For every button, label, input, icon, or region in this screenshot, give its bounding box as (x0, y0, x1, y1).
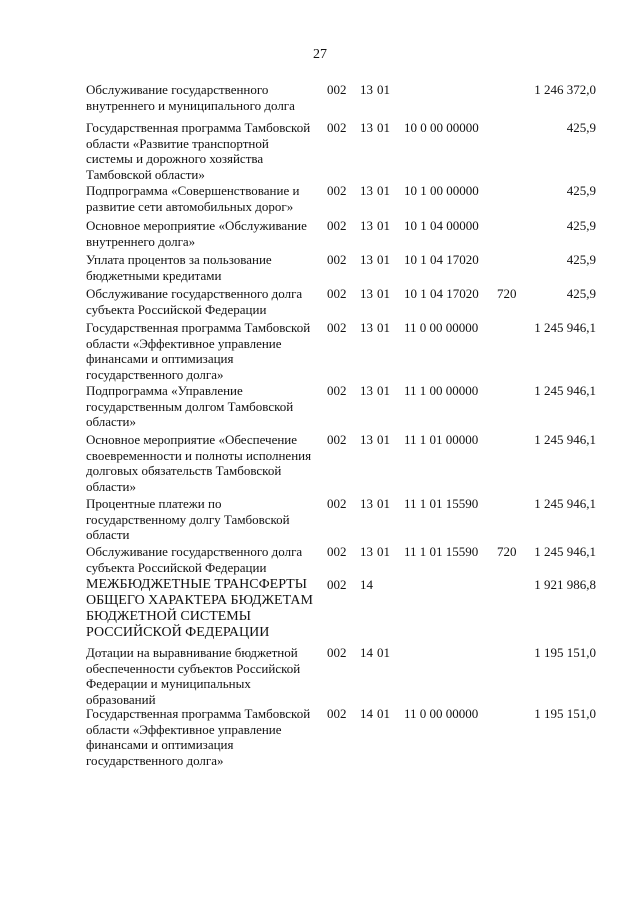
ministry-code: 002 (327, 252, 347, 267)
section-code: 14 (360, 577, 373, 592)
ministry-code: 002 (327, 544, 347, 559)
amount: 1 245 946,1 (534, 544, 596, 559)
target-article-code: 11 1 01 00000 (404, 432, 479, 447)
target-article-code: 11 0 00 00000 (404, 320, 479, 335)
row-name: МЕЖБЮДЖЕТНЫЕ ТРАНСФЕРТЫ ОБЩЕГО ХАРАКТЕРА БЮДЖЕТАМ БЮДЖЕТНОЙ СИСТЕМЫ РОССИЙСКОЙ ФЕДЕРАЦИИ (86, 577, 313, 640)
row-name: Государственная программа Тамбовской области «Эффективное управление финансами и оптимизация государственного долга» (86, 320, 311, 382)
ministry-code: 002 (327, 82, 347, 97)
row-name: Подпрограмма «Управление государственным долгом Тамбовской области» (86, 383, 294, 429)
ministry-code: 002 (327, 218, 347, 233)
ministry-code: 002 (327, 320, 347, 335)
subsection-code: 01 (377, 252, 390, 267)
amount: 1 195 151,0 (534, 706, 596, 721)
section-code: 13 (360, 496, 373, 511)
expense-type-code: 720 (497, 286, 517, 301)
amount: 1 245 946,1 (534, 496, 596, 511)
row-name: Процентные платежи по государственному долгу Тамбовской области (86, 496, 290, 542)
section-code: 13 (360, 544, 373, 559)
section-code: 13 (360, 218, 373, 233)
row-name: Подпрограмма «Совершенствование и развитие сети автомобильных дорог» (86, 183, 300, 214)
ministry-code: 002 (327, 120, 347, 135)
subsection-code: 01 (377, 286, 390, 301)
target-article-code: 11 0 00 00000 (404, 706, 479, 721)
ministry-code: 002 (327, 496, 347, 511)
ministry-code: 002 (327, 577, 347, 592)
expense-type-code: 720 (497, 544, 517, 559)
amount: 1 246 372,0 (534, 82, 596, 97)
target-article-code: 10 1 00 00000 (404, 183, 479, 198)
ministry-code: 002 (327, 383, 347, 398)
amount: 1 245 946,1 (534, 383, 596, 398)
row-name: Основное мероприятие «Обеспечение своевременности и полноты исполнения долговых обязательств Тамбовской области» (86, 432, 312, 494)
subsection-code: 01 (377, 183, 390, 198)
amount: 425,9 (566, 286, 596, 301)
section-code: 13 (360, 383, 373, 398)
amount: 1 245 946,1 (534, 432, 596, 447)
row-name: Государственная программа Тамбовской области «Эффективное управление финансами и оптимизация государственного долга» (86, 706, 311, 768)
subsection-code: 01 (377, 218, 390, 233)
amount: 1 245 946,1 (534, 320, 596, 335)
amount: 425,9 (566, 183, 596, 198)
subsection-code: 01 (377, 496, 390, 511)
subsection-code: 01 (377, 432, 390, 447)
subsection-code: 01 (377, 645, 390, 660)
row-name: Обслуживание государственного долга субъекта Российской Федерации (86, 286, 303, 317)
row-name: Обслуживание государственного внутреннего и муниципального долга (86, 82, 295, 113)
row-name: Государственная программа Тамбовской области «Развитие транспортной системы и дорожного хозяйства Тамбовской области» (86, 120, 311, 182)
section-code: 13 (360, 286, 373, 301)
subsection-code: 01 (377, 82, 390, 97)
amount: 425,9 (566, 252, 596, 267)
section-code: 14 (360, 706, 373, 721)
subsection-code: 01 (377, 383, 390, 398)
target-article-code: 10 1 04 17020 (404, 286, 479, 301)
target-article-code: 11 1 01 15590 (404, 544, 479, 559)
subsection-code: 01 (377, 120, 390, 135)
section-code: 13 (360, 82, 373, 97)
section-code: 13 (360, 252, 373, 267)
section-code: 13 (360, 432, 373, 447)
target-article-code: 11 1 01 15590 (404, 496, 479, 511)
target-article-code: 10 1 04 17020 (404, 252, 479, 267)
subsection-code: 01 (377, 320, 390, 335)
target-article-code: 10 0 00 00000 (404, 120, 479, 135)
row-name: Дотации на выравнивание бюджетной обеспеченности субъектов Российской Федерации и муниципальных образований (86, 645, 301, 707)
row-name: Уплата процентов за пользование бюджетными кредитами (86, 252, 272, 283)
amount: 425,9 (566, 120, 596, 135)
target-article-code: 11 1 00 00000 (404, 383, 479, 398)
section-code: 13 (360, 183, 373, 198)
ministry-code: 002 (327, 286, 347, 301)
row-name: Обслуживание государственного долга субъекта Российской Федерации (86, 544, 303, 575)
ministry-code: 002 (327, 645, 347, 660)
target-article-code: 10 1 04 00000 (404, 218, 479, 233)
page-number: 27 (313, 47, 327, 62)
ministry-code: 002 (327, 706, 347, 721)
section-code: 14 (360, 645, 373, 660)
ministry-code: 002 (327, 432, 347, 447)
subsection-code: 01 (377, 544, 390, 559)
section-code: 13 (360, 320, 373, 335)
ministry-code: 002 (327, 183, 347, 198)
subsection-code: 01 (377, 706, 390, 721)
row-name: Основное мероприятие «Обслуживание внутреннего долга» (86, 218, 307, 249)
section-code: 13 (360, 120, 373, 135)
amount: 1 921 986,8 (534, 577, 596, 592)
amount: 1 195 151,0 (534, 645, 596, 660)
amount: 425,9 (566, 218, 596, 233)
